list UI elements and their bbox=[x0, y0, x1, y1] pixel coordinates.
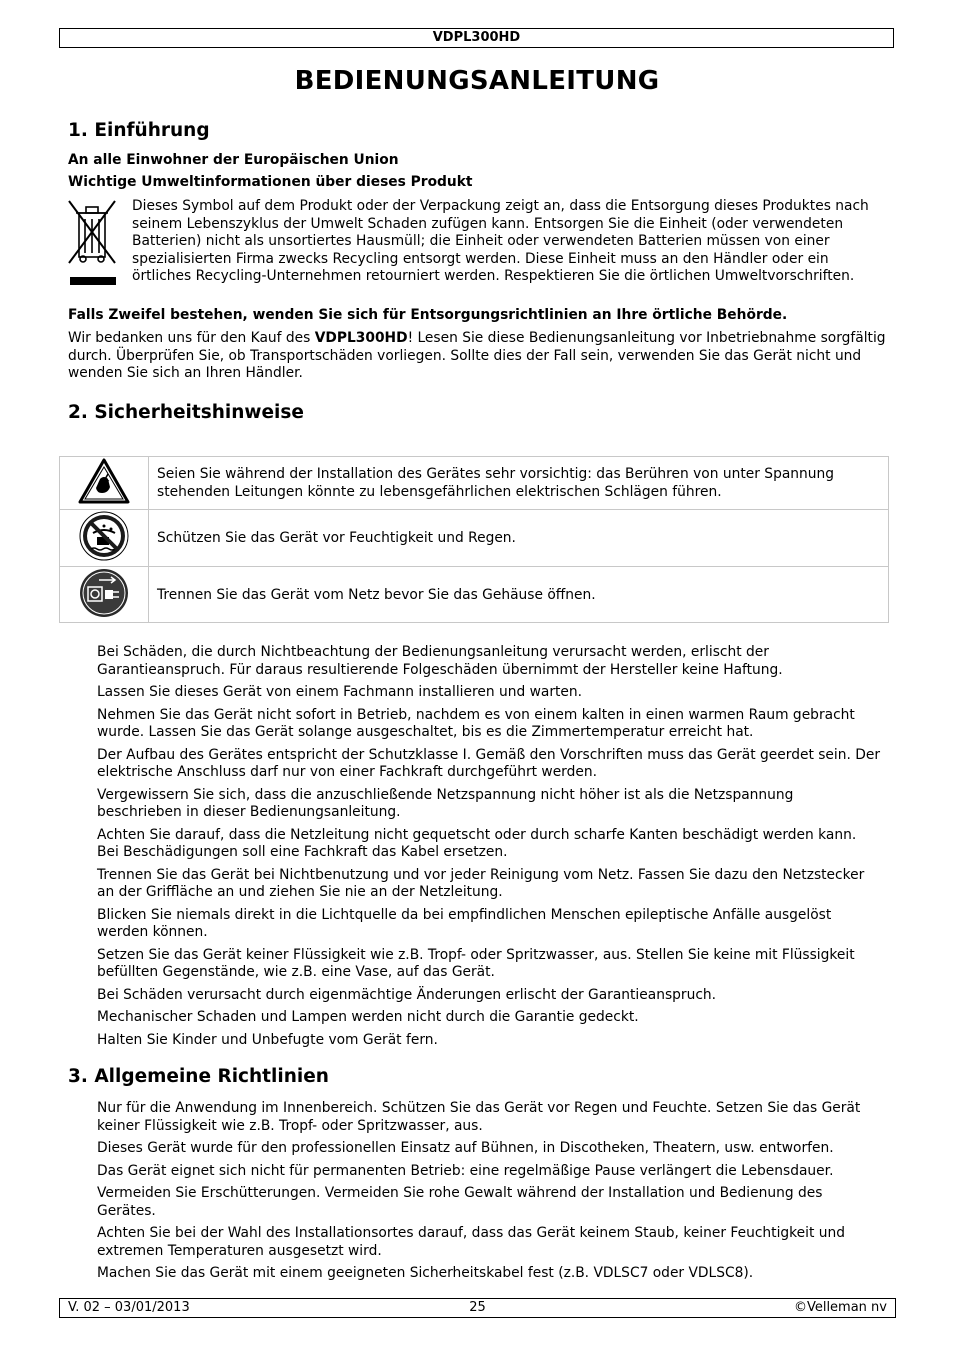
eu-subheading: An alle Einwohner der Europäischen Union bbox=[68, 152, 399, 168]
list-item: Machen Sie das Gerät mit einem geeigneten Sicherheitskabel fest (z.B. VDLSC7 oder VDLSC8). bbox=[97, 1265, 754, 1281]
electric-shock-warning-icon bbox=[78, 457, 130, 505]
env-subheading: Wichtige Umweltinformationen über dieses Produkt bbox=[68, 174, 473, 190]
footer-page-number: 25 bbox=[469, 1300, 486, 1315]
page-footer bbox=[59, 1298, 896, 1318]
list-item: Bei Schäden verursacht durch eigenmächtige Änderungen erlischt der Garantieanspruch. bbox=[97, 986, 717, 1003]
section3-heading: 3. Allgemeine Richtlinien bbox=[68, 1066, 329, 1087]
list-item: Mechanischer Schaden und Lampen werden nicht durch die Garantie gedeckt. bbox=[97, 1009, 639, 1025]
safety-icon-cell bbox=[60, 457, 149, 510]
list-item: Der Aufbau des Gerätes entspricht der Schutzklasse I. Gemäß den Vorschriften muss das Gerät geerdet sein. Der elektrische Anschluss darf nur von einer Fachkraft durchgeführt werden. bbox=[97, 746, 881, 780]
list-item: Setzen Sie das Gerät keiner Flüssigkeit wie z.B. Tropf- oder Spritzwasser, aus. Stellen Sie keine mit Flüssigkeit befüllten Gegenstände, wie z.B. eine Vase, auf das Gerät. bbox=[97, 946, 855, 980]
section2-heading: 2. Sicherheitshinweise bbox=[68, 402, 304, 423]
section1-heading: 1. Einführung bbox=[68, 120, 210, 141]
safety-row bbox=[60, 567, 889, 623]
list-item: Blicken Sie niemals direkt in die Lichtquelle da bei empfindlichen Menschen epileptische Anfälle ausgelöst werden können. bbox=[97, 906, 832, 940]
list-item: Lassen Sie dieses Gerät von einem Fachmann installieren und warten. bbox=[97, 684, 583, 700]
list-item: Bei Schäden, die durch Nichtbeachtung der Bedienungsanleitung verursacht werden, erlischt der Garantieanspruch. Für daraus resultierende Folgeschäden übernimmt der Hersteller keine Haftung. bbox=[97, 644, 783, 678]
safety-list bbox=[97, 644, 882, 1054]
list-item: Das Gerät eignet sich nicht für permanenten Betrieb: eine regelmäßige Pause verlängert die Lebensdauer. bbox=[97, 1162, 834, 1179]
list-item: Trennen Sie das Gerät bei Nichtbenutzung und vor jeder Reinigung vom Netz. Fassen Sie dazu den Netzstecker an der Griffläche an und ziehen Sie nie an der Netzleitung. bbox=[97, 866, 865, 900]
safety-row bbox=[60, 510, 889, 567]
safety-icon-cell bbox=[60, 567, 149, 623]
safety-text: Seien Sie während der Installation des Gerätes sehr vorsichtig: das Berühren von unter Spannung stehenden Leitungen könnte zu lebensgefährlichen elektrischen Schlägen führen. bbox=[149, 457, 889, 510]
doubt-text: Falls Zweifel bestehen, wenden Sie sich für Entsorgungsrichtlinien an Ihre örtliche Behörde. bbox=[68, 307, 788, 323]
safety-row bbox=[60, 457, 889, 510]
safety-icon-cell bbox=[60, 510, 149, 567]
thanks-text: Wir bedanken uns für den Kauf des VDPL300HD! Lesen Sie diese Bedienungsanleitung vor Inbetriebnahme sorgfältig durch. Überprüfen Sie, ob Transportschäden vorliegen. Sollte dies der Fall sein, verwenden Sie das Gerät nicht und wenden Sie sich an Ihren Händler. bbox=[68, 330, 886, 381]
list-item: Nehmen Sie das Gerät nicht sofort in Betrieb, nachdem es von einem kalten in einen warmen Raum gebracht wurde. Lassen Sie das Gerät solange ausgeschaltet, bis es die Zimmertemperatur erreicht hat. bbox=[97, 706, 855, 740]
env-text: Dieses Symbol auf dem Produkt oder der Verpackung zeigt an, dass die Entsorgung dieses Produktes nach seinem Lebenszyklus der Umwelt Schaden zufügen kann. Entsorgen Sie die Einheit (oder verwendeten Batterien) nicht als unsortiertes Hausmüll; die Einheit oder verwendeten Batterien müssen von einer spezialisierten Firma zwecks Recycling entsorgt werden. Diese Einheit muss an den Händler oder ein örtliches Recycling-Unternehmen retourniert werden. Respektieren Sie die örtlichen Umweltvorschriften. bbox=[132, 198, 869, 284]
weee-crossed-bin-icon bbox=[66, 199, 118, 293]
list-item: Dieses Gerät wurde für den professionellen Einsatz auf Bühnen, in Discotheken, Theatern, usw. entworfen. bbox=[97, 1140, 834, 1156]
list-item: Vergewissern Sie sich, dass die anzuschließende Netzspannung nicht höher ist als die Netzspannung beschrieben in dieser Bedienungsanleitung. bbox=[97, 786, 794, 820]
safety-text: Trennen Sie das Gerät vom Netz bevor Sie das Gehäuse öffnen. bbox=[149, 567, 889, 623]
header-model: VDPL300HD bbox=[432, 30, 521, 45]
list-item: Vermeiden Sie Erschütterungen. Vermeiden Sie rohe Gewalt während der Installation und Bedienung des Gerätes. bbox=[97, 1185, 823, 1219]
list-item: Achten Sie bei der Wahl des Installationsortes darauf, dass das Gerät keinem Staub, keiner Feuchtigkeit und extremen Temperaturen ausgesetzt wird. bbox=[97, 1225, 846, 1259]
thanks-model: VDPL300HD bbox=[314, 330, 408, 346]
no-moisture-icon bbox=[79, 511, 129, 561]
safety-table bbox=[59, 456, 889, 623]
list-item: Nur für die Anwendung im Innenbereich. Schützen Sie das Gerät vor Regen und Feuchte. Setzen Sie das Gerät keiner Flüssigkeit wie z.B. Tropf- oder Spritzwasser, aus. bbox=[97, 1100, 861, 1134]
footer-version: V. 02 – 03/01/2013 bbox=[68, 1300, 190, 1315]
unplug-icon bbox=[79, 568, 129, 618]
footer-copyright: ©Velleman nv bbox=[793, 1300, 887, 1315]
list-item: Halten Sie Kinder und Unbefugte vom Gerät fern. bbox=[97, 1031, 438, 1048]
safety-text: Schützen Sie das Gerät vor Feuchtigkeit und Regen. bbox=[149, 510, 889, 567]
page-header bbox=[59, 28, 894, 48]
list-item: Achten Sie darauf, dass die Netzleitung nicht gequetscht oder durch scharfe Kanten beschädigt werden kann. Bei Beschädigungen soll eine Fachkraft das Kabel ersetzen. bbox=[97, 826, 857, 860]
page-title: BEDIENUNGSANLEITUNG bbox=[294, 66, 660, 96]
guidelines-list bbox=[97, 1100, 882, 1288]
